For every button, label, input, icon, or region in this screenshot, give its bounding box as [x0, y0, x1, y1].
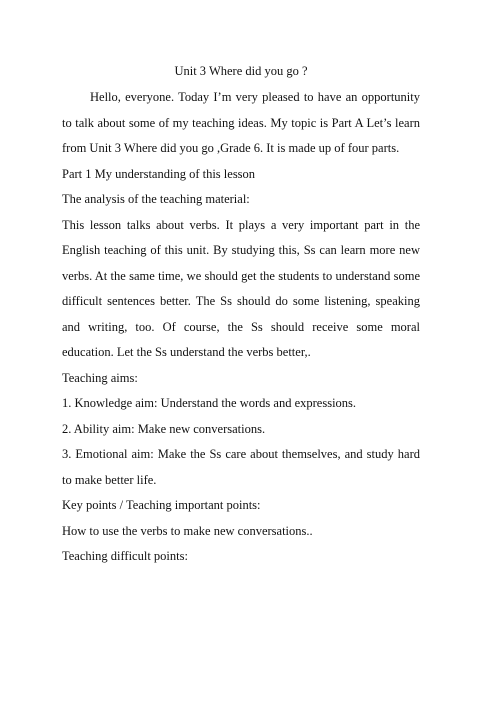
aim-emotional: 3. Emotional aim: Make the Ss care about themselves, and study hard to make better life. — [62, 447, 420, 487]
aim-knowledge: 1. Knowledge aim: Understand the words and expressions. — [62, 396, 357, 410]
difficult-points-heading: Teaching difficult points: — [62, 549, 188, 563]
key-points-text: How to use the verbs to make new conversations.. — [62, 523, 313, 538]
part1-heading: Part 1 My understanding of this lesson — [62, 166, 256, 181]
key-points-heading: Key points / Teaching important points: — [62, 498, 261, 512]
document-title: Unit 3 Where did you go ? — [174, 64, 308, 78]
analysis-heading: The analysis of the teaching material: — [62, 192, 250, 206]
document-page — [62, 62, 420, 570]
intro-paragraph: Hello, everyone. Today I’m very pleased to have an opportunity to talk about some of my teaching ideas. My topic is Part A Let’s learn from Unit 3 Where did you go ,Grade 6. It is made up of four parts. — [62, 90, 420, 155]
aim-ability: 2. Ability aim: Make new conversations. — [62, 421, 266, 436]
analysis-paragraph: This lesson talks about verbs. It plays a very important part in the English teaching of this unit. By studying this, Ss can learn more new verbs. At the same time, we should get the students to understand some difficult sentences better. The Ss should do some listening, speaking and writing, too. Of course, the Ss should receive some moral education. Let the Ss understand the verbs better,. — [62, 217, 420, 359]
teaching-aims-heading: Teaching aims: — [62, 370, 138, 385]
